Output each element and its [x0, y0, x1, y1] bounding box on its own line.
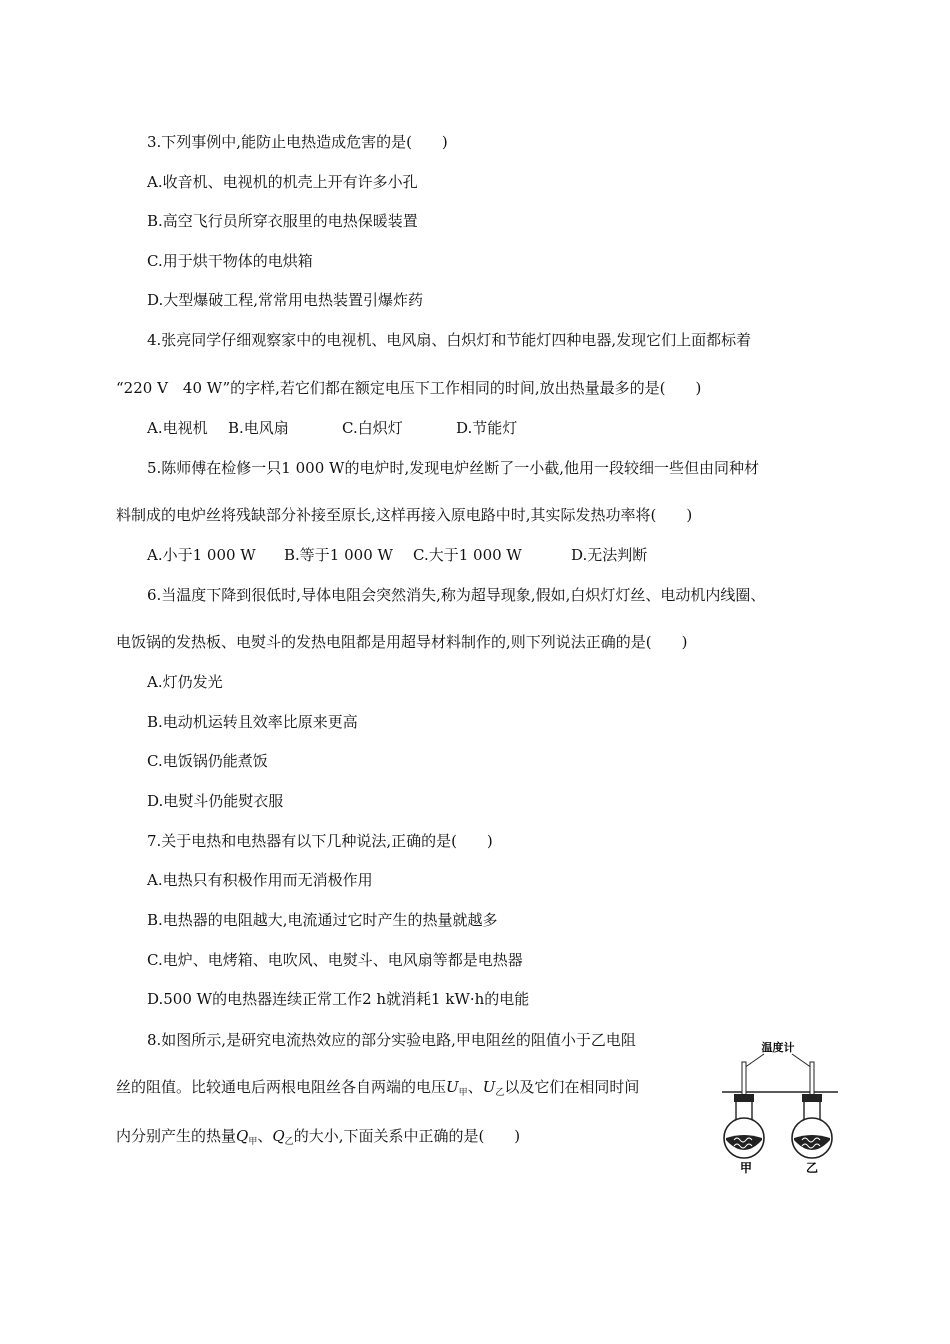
experiment-figure	[720, 1036, 840, 1176]
q8-separator: 、	[467, 1078, 483, 1096]
q8-stem-line3	[116, 1126, 520, 1149]
q4-option-c: C.白炽灯	[342, 419, 403, 437]
q7-option-a: A.电热只有积极作用而无消极作用	[147, 871, 373, 889]
q5-option-c: C.大于1 000 W	[413, 546, 522, 564]
q3-option-a: A.收音机、电视机的机壳上开有许多小孔	[147, 173, 418, 191]
q3-option-d: D.大型爆破工程,常常用电热装置引爆炸药	[147, 291, 424, 309]
q8-sub-yi-2: 乙	[284, 1137, 294, 1147]
flask-left-label: 甲	[740, 1161, 753, 1175]
q8-heat-symbol: Q	[236, 1127, 249, 1145]
q7-option-b: B.电热器的电阻越大,电流通过它时产生的热量就越多	[147, 911, 498, 929]
q6-stem-line1: 6.当温度下降到很低时,导体电阻会突然消失,称为超导现象,假如,白炽灯灯丝、电动机内线圈、	[147, 586, 766, 604]
q8-voltage-symbol-2: U	[482, 1078, 496, 1096]
q7-option-d: D.500 W的电热器连续正常工作2 h就消耗1 kW·h的电能	[147, 990, 530, 1008]
q5-option-b: B.等于1 000 W	[284, 546, 393, 564]
q6-option-d: D.电熨斗仍能熨衣服	[147, 792, 284, 810]
q8-sub-jia: 甲	[458, 1088, 468, 1098]
q4-stem-line1: 4.张亮同学仔细观察家中的电视机、电风扇、白炽灯和节能灯四种电器,发现它们上面都标着	[147, 331, 752, 349]
q3-option-c: C.用于烘干物体的电烘箱	[147, 252, 313, 270]
q6-option-a: A.灯仍发光	[147, 673, 223, 691]
q4-stem-line2: “220 V 40 W”的字样,若它们都在额定电压下工作相同的时间,放出热量最多的是( )	[116, 379, 702, 397]
q8-separator-2: 、	[257, 1127, 273, 1145]
thermometer-label: 温度计	[761, 1041, 795, 1054]
leader-line-left	[744, 1054, 764, 1068]
q3-stem: 3.下列事例中,能防止电热造成危害的是( )	[147, 133, 448, 151]
q4-option-d: D.节能灯	[456, 419, 518, 437]
q8-line3-text-b: 的大小,下面关系中正确的是( )	[293, 1127, 521, 1145]
q5-stem-line1: 5.陈师傅在检修一只1 000 W的电炉时,发现电炉丝断了一小截,他用一段较细一些但由同种材	[147, 459, 759, 477]
q7-stem: 7.关于电热和电热器有以下几种说法,正确的是( )	[147, 832, 493, 850]
q8-heat-symbol-2: Q	[272, 1127, 285, 1145]
q6-stem-line2: 电饭锅的发热板、电熨斗的发热电阻都是用超导材料制作的,则下列说法正确的是( )	[116, 633, 688, 651]
q8-stem-line2	[116, 1077, 639, 1100]
flask-right	[792, 1094, 832, 1158]
q8-line2-text-b: 以及它们在相同时间	[504, 1078, 640, 1096]
q3-option-b: B.高空飞行员所穿衣服里的电热保暖装置	[147, 212, 418, 230]
flask-left	[724, 1094, 764, 1158]
q5-option-d: D.无法判断	[571, 546, 648, 564]
q7-option-c: C.电炉、电烤箱、电吹风、电熨斗、电风扇等都是电热器	[147, 951, 523, 969]
q6-option-c: C.电饭锅仍能煮饭	[147, 752, 268, 770]
q6-option-b: B.电动机运转且效率比原来更高	[147, 713, 358, 731]
flask-right-label: 乙	[806, 1161, 819, 1175]
q8-line2-text-a: 丝的阻值。比较通电后两根电阻丝各自两端的电压	[116, 1078, 447, 1096]
q4-option-b: B.电风扇	[228, 419, 289, 437]
q8-voltage-symbol: U	[446, 1078, 459, 1096]
q4-option-a: A.电视机	[147, 419, 208, 437]
q5-option-a: A.小于1 000 W	[147, 546, 256, 564]
q8-sub-yi: 乙	[495, 1088, 505, 1098]
q8-stem-line1: 8.如图所示,是研究电流热效应的部分实验电路,甲电阻丝的阻值小于乙电阻	[147, 1031, 636, 1049]
leader-line-right	[792, 1054, 812, 1068]
q5-stem-line2: 料制成的电炉丝将残缺部分补接至原长,这样再接入原电路中时,其实际发热功率将( )	[116, 506, 693, 524]
q8-sub-jia-2: 甲	[248, 1137, 258, 1147]
q8-line3-text-a: 内分别产生的热量	[116, 1127, 237, 1145]
